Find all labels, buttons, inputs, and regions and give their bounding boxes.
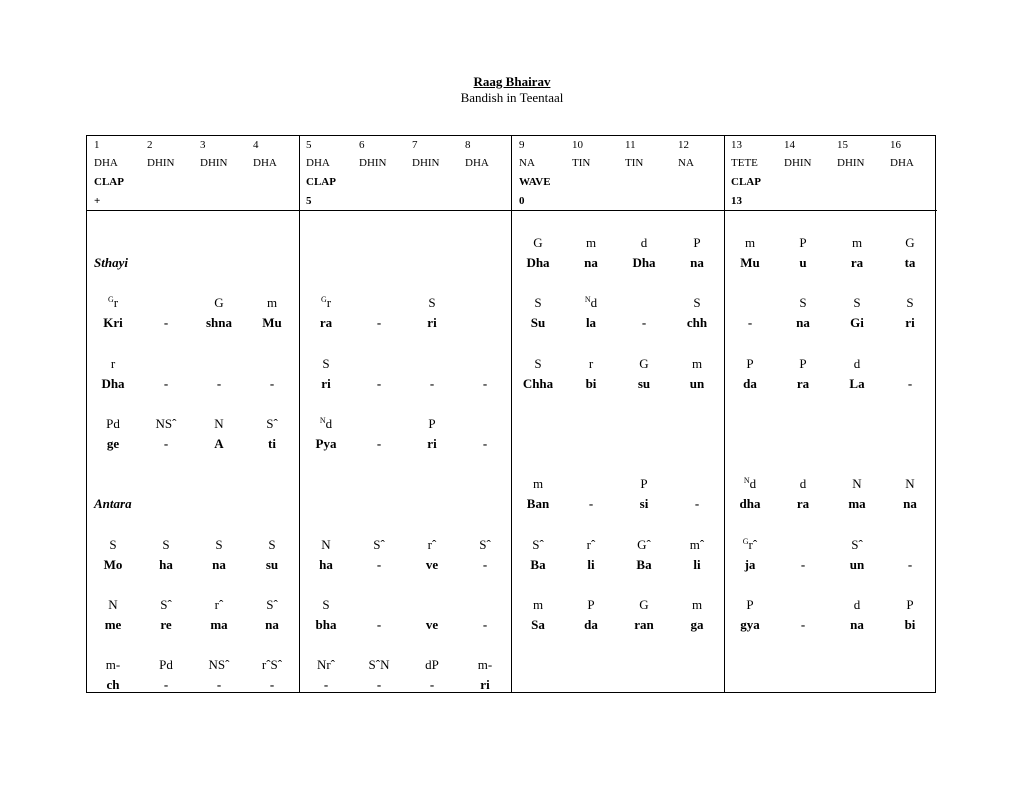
lyric-syllable: - — [641, 315, 647, 330]
lyric-syllable: li — [587, 557, 595, 572]
swara-cell — [299, 295, 353, 311]
swara-note: Sˆ — [532, 537, 544, 552]
swara-note: m — [585, 235, 597, 250]
swara-note: N — [905, 476, 915, 491]
lyric-syllable: Kri — [103, 315, 123, 330]
swara-cell — [139, 597, 193, 613]
swara-cell — [723, 537, 777, 553]
swara-note: NSˆ — [208, 657, 230, 672]
lyric-syllable: su — [637, 376, 651, 391]
swara-note: m — [851, 235, 863, 250]
swara-cell — [86, 597, 140, 613]
lyric-syllable: Dha — [632, 255, 656, 270]
lyric-syllable: na — [796, 315, 810, 330]
lyric-syllable: - — [588, 496, 594, 511]
swara-note: P — [428, 416, 436, 431]
lyric-syllable: - — [269, 677, 275, 692]
swara-note: Sˆ — [851, 537, 863, 552]
swara-cell — [511, 235, 565, 251]
swara-note: P — [693, 235, 701, 250]
swara-note: rˆSˆ — [261, 657, 283, 672]
lyric-syllable: ra — [796, 376, 810, 391]
lyric-syllable: - — [163, 677, 169, 692]
swara-cell — [405, 657, 459, 673]
lyric-syllable: ri — [480, 677, 490, 692]
tabla-bol: DHIN — [200, 157, 228, 169]
swara-note: S — [799, 295, 807, 310]
swara-grace-note: N — [584, 295, 591, 304]
lyric-syllable: Chha — [522, 376, 554, 391]
lyric-syllable: dha — [739, 496, 761, 511]
swara-cell — [564, 597, 618, 613]
lyric-syllable: Gi — [850, 315, 864, 330]
swara-note: m — [266, 295, 278, 310]
lyric-syllable: Ba — [636, 557, 652, 572]
swara-cell — [617, 235, 671, 251]
lyric-syllable: - — [694, 496, 700, 511]
tabla-bol: DHA — [94, 157, 118, 169]
swara-cell — [776, 295, 830, 311]
swara-note: m- — [477, 657, 493, 672]
lyric-syllable: bha — [315, 617, 337, 632]
swara-note: Sˆ — [160, 597, 172, 612]
swara-cell — [830, 356, 884, 372]
lyric-syllable: - — [323, 677, 329, 692]
lyric-syllable: ve — [425, 557, 439, 572]
swara-note: m — [532, 597, 544, 612]
swara-cell — [511, 597, 565, 613]
lyric-syllable: ga — [690, 617, 704, 632]
swara-note: d — [853, 597, 861, 612]
lyric-syllable: - — [376, 436, 382, 451]
swara-note: P — [640, 476, 648, 491]
swara-cell — [245, 657, 299, 673]
swara-cell — [511, 476, 565, 492]
swara-cell — [139, 657, 193, 673]
swara-note: P — [746, 356, 754, 371]
swara-note: m — [744, 235, 756, 250]
lyric-syllable: ra — [796, 496, 810, 511]
lyric-syllable: - — [376, 677, 382, 692]
swara-note: rˆ — [214, 597, 224, 612]
lyric-syllable: bi — [904, 617, 916, 632]
swara-cell — [192, 416, 246, 432]
tabla-bol: DHA — [890, 157, 914, 169]
lyric-syllable: ta — [904, 255, 916, 270]
swara-grace-note: N — [319, 416, 326, 425]
vibhag-marker: CLAP — [731, 176, 761, 188]
lyric-syllable: - — [747, 315, 753, 330]
lyric-syllable: - — [376, 557, 382, 572]
swara-cell — [511, 537, 565, 553]
swara-cell — [458, 537, 512, 553]
lyric-syllable: li — [693, 557, 701, 572]
swara-note: Sˆ — [479, 537, 491, 552]
swara-cell — [352, 537, 406, 553]
lyric-syllable: - — [482, 617, 488, 632]
swara-note: N — [321, 537, 331, 552]
swara-cell — [139, 537, 193, 553]
section-label-sthayi: Sthayi — [94, 255, 128, 270]
swara-grace-note: G — [320, 295, 327, 304]
lyric-syllable: bi — [585, 376, 597, 391]
swara-note: S — [693, 295, 701, 310]
swara-cell — [352, 657, 406, 673]
swara-cell — [405, 537, 459, 553]
swara-cell — [245, 597, 299, 613]
swara-cell — [299, 416, 353, 432]
beat-number: 15 — [837, 139, 848, 151]
tabla-bol: DHIN — [837, 157, 865, 169]
swara-cell — [299, 537, 353, 553]
lyric-syllable: shna — [205, 315, 233, 330]
swara-note: r — [110, 356, 116, 371]
lyric-syllable: - — [907, 557, 913, 572]
swara-note: d — [853, 356, 861, 371]
swara-note: m — [532, 476, 544, 491]
swara-note: N — [852, 476, 862, 491]
swara-note: S — [534, 295, 542, 310]
swara-note: G — [533, 235, 543, 250]
lyric-syllable: ma — [210, 617, 228, 632]
tabla-bol: NA — [519, 157, 535, 169]
swara-cell — [405, 416, 459, 432]
lyric-syllable: na — [584, 255, 598, 270]
swara-note: m- — [105, 657, 121, 672]
beat-number: 3 — [200, 139, 206, 151]
swara-cell — [86, 416, 140, 432]
vibhag-symbol: 0 — [519, 195, 525, 207]
swara-note: d — [749, 476, 757, 491]
lyric-syllable: u — [799, 255, 807, 270]
swara-cell — [723, 597, 777, 613]
swara-cell — [192, 657, 246, 673]
lyric-syllable: da — [743, 376, 757, 391]
swara-note: d — [640, 235, 648, 250]
vibhag-symbol: + — [94, 195, 101, 207]
lyric-syllable: Ban — [526, 496, 550, 511]
swara-cell — [670, 537, 724, 553]
lyric-syllable: - — [907, 376, 913, 391]
tabla-bol: TIN — [572, 157, 591, 169]
swara-cell — [245, 416, 299, 432]
lyric-syllable: ran — [634, 617, 654, 632]
lyric-syllable: un — [689, 376, 705, 391]
swara-note: SˆN — [368, 657, 390, 672]
swara-note: Nrˆ — [316, 657, 336, 672]
swara-note: N — [108, 597, 118, 612]
lyric-syllable: ha — [159, 557, 173, 572]
tabla-bol: TETE — [731, 157, 758, 169]
swara-cell — [299, 657, 353, 673]
swara-cell — [192, 597, 246, 613]
lyric-syllable: ri — [321, 376, 331, 391]
swara-note: m — [691, 597, 703, 612]
lyric-syllable: Mo — [103, 557, 123, 572]
lyric-syllable: chh — [686, 315, 708, 330]
lyric-syllable: - — [163, 436, 169, 451]
swara-note: NSˆ — [155, 416, 177, 431]
lyric-syllable: ra — [319, 315, 333, 330]
lyric-syllable: ri — [427, 315, 437, 330]
swara-note: rˆ — [427, 537, 437, 552]
lyric-syllable: si — [639, 496, 649, 511]
lyric-syllable: ma — [848, 496, 866, 511]
lyric-syllable: - — [429, 376, 435, 391]
lyric-syllable: me — [104, 617, 122, 632]
page-title: Raag Bhairav — [473, 74, 551, 89]
swara-cell — [299, 597, 353, 613]
swara-cell — [245, 537, 299, 553]
lyric-syllable: - — [429, 677, 435, 692]
lyric-syllable: - — [482, 436, 488, 451]
lyric-syllable: Mu — [740, 255, 760, 270]
swara-note: Sˆ — [266, 416, 278, 431]
swara-note: S — [322, 597, 330, 612]
tabla-bol: NA — [678, 157, 694, 169]
swara-cell — [830, 295, 884, 311]
lyric-syllable: ve — [425, 617, 439, 632]
lyric-syllable: Su — [530, 315, 546, 330]
tabla-bol: DHA — [465, 157, 489, 169]
vibhag-marker: WAVE — [519, 176, 551, 188]
tabla-bol: DHA — [253, 157, 277, 169]
lyric-syllable: Dha — [526, 255, 550, 270]
swara-cell — [883, 476, 937, 492]
swara-note: r — [588, 356, 594, 371]
lyric-syllable: A — [214, 436, 224, 451]
lyric-syllable: - — [376, 315, 382, 330]
lyric-syllable: - — [800, 557, 806, 572]
swara-note: Pd — [106, 416, 120, 431]
lyric-syllable: ra — [850, 255, 864, 270]
beat-number: 7 — [412, 139, 418, 151]
lyric-syllable: na — [265, 617, 279, 632]
vibhag-symbol: 13 — [731, 195, 742, 207]
vibhag-marker: CLAP — [94, 176, 124, 188]
swara-cell — [830, 476, 884, 492]
lyric-syllable: su — [265, 557, 279, 572]
swara-cell — [776, 235, 830, 251]
lyric-syllable: - — [800, 617, 806, 632]
lyric-syllable: - — [163, 315, 169, 330]
swara-cell — [564, 235, 618, 251]
lyric-syllable: ri — [905, 315, 915, 330]
beat-number: 10 — [572, 139, 583, 151]
lyric-syllable: - — [482, 376, 488, 391]
swara-note: Gˆ — [637, 537, 651, 552]
swara-cell — [86, 356, 140, 372]
swara-note: P — [799, 235, 807, 250]
lyric-syllable: na — [212, 557, 226, 572]
swara-note: S — [906, 295, 914, 310]
lyric-syllable: re — [160, 617, 172, 632]
swara-note: P — [799, 356, 807, 371]
beat-number: 11 — [625, 139, 636, 151]
swara-note: Pd — [159, 657, 173, 672]
tabla-bol: DHIN — [359, 157, 387, 169]
swara-note: G — [905, 235, 915, 250]
lyric-syllable: - — [269, 376, 275, 391]
swara-note: Sˆ — [266, 597, 278, 612]
swara-cell — [617, 597, 671, 613]
beat-number: 12 — [678, 139, 689, 151]
swara-note: G — [639, 356, 649, 371]
lyric-syllable: ha — [319, 557, 333, 572]
swara-note: G — [214, 295, 224, 310]
lyric-syllable: da — [584, 617, 598, 632]
lyric-syllable: Ba — [530, 557, 546, 572]
swara-cell — [405, 295, 459, 311]
lyric-syllable: Dha — [101, 376, 125, 391]
swara-note: rˆ — [748, 537, 758, 552]
swara-note: S — [215, 537, 223, 552]
swara-cell — [564, 295, 618, 311]
lyric-syllable: - — [376, 376, 382, 391]
beat-number: 5 — [306, 139, 312, 151]
swara-cell — [86, 295, 140, 311]
swara-cell — [564, 356, 618, 372]
swara-note: mˆ — [689, 537, 705, 552]
swara-cell — [830, 597, 884, 613]
swara-cell — [723, 476, 777, 492]
section-label-antara: Antara — [94, 496, 132, 511]
swara-cell — [458, 657, 512, 673]
lyric-syllable: la — [585, 315, 597, 330]
swara-cell — [883, 597, 937, 613]
lyric-syllable: un — [849, 557, 865, 572]
lyric-syllable: La — [849, 376, 865, 391]
swara-cell — [617, 537, 671, 553]
swara-cell — [511, 295, 565, 311]
lyric-syllable: Mu — [262, 315, 282, 330]
beat-number: 16 — [890, 139, 901, 151]
lyric-syllable: na — [903, 496, 917, 511]
lyric-syllable: ge — [106, 436, 120, 451]
swara-note: P — [746, 597, 754, 612]
lyric-syllable: - — [376, 617, 382, 632]
swara-note: S — [428, 295, 436, 310]
swara-cell — [723, 235, 777, 251]
beat-number: 14 — [784, 139, 795, 151]
swara-grace-note: N — [743, 476, 750, 485]
lyric-syllable: - — [482, 557, 488, 572]
beat-number: 9 — [519, 139, 525, 151]
tabla-bol: DHIN — [412, 157, 440, 169]
swara-note: rˆ — [586, 537, 596, 552]
swara-cell — [245, 295, 299, 311]
swara-cell — [830, 235, 884, 251]
tabla-bol: DHA — [306, 157, 330, 169]
swara-cell — [192, 537, 246, 553]
swara-note: S — [268, 537, 276, 552]
lyric-syllable: Sa — [531, 617, 545, 632]
swara-note: S — [853, 295, 861, 310]
swara-cell — [86, 657, 140, 673]
swara-cell — [670, 597, 724, 613]
swara-grace-note: G — [107, 295, 114, 304]
beat-number: 1 — [94, 139, 100, 151]
beat-number: 13 — [731, 139, 742, 151]
swara-note: Sˆ — [373, 537, 385, 552]
swara-note: S — [322, 356, 330, 371]
swara-note: d — [325, 416, 333, 431]
swara-cell — [670, 356, 724, 372]
lyric-syllable: ja — [744, 557, 756, 572]
swara-cell — [776, 356, 830, 372]
lyric-syllable: na — [850, 617, 864, 632]
swara-note: r — [113, 295, 119, 310]
swara-note: S — [109, 537, 117, 552]
beat-number: 6 — [359, 139, 365, 151]
swara-grace-note: G — [742, 537, 749, 546]
swara-note: G — [639, 597, 649, 612]
swara-note: S — [162, 537, 170, 552]
swara-note: d — [799, 476, 807, 491]
swara-note: m — [691, 356, 703, 371]
swara-note: dP — [425, 657, 439, 672]
swara-cell — [670, 235, 724, 251]
swara-note: N — [214, 416, 224, 431]
swara-note: P — [906, 597, 914, 612]
vibhag-symbol: 5 — [306, 195, 312, 207]
swara-cell — [139, 416, 193, 432]
swara-cell — [883, 235, 937, 251]
beat-number: 4 — [253, 139, 259, 151]
lyric-syllable: ch — [106, 677, 120, 692]
lyric-syllable: - — [163, 376, 169, 391]
swara-cell — [564, 537, 618, 553]
lyric-syllable: Pya — [315, 436, 337, 451]
lyric-syllable: - — [216, 376, 222, 391]
swara-note: d — [590, 295, 598, 310]
lyric-syllable: na — [690, 255, 704, 270]
swara-cell — [776, 476, 830, 492]
lyric-syllable: ri — [427, 436, 437, 451]
swara-cell — [511, 356, 565, 372]
swara-note: P — [587, 597, 595, 612]
beat-number: 8 — [465, 139, 471, 151]
tabla-bol: DHIN — [147, 157, 175, 169]
swara-cell — [883, 295, 937, 311]
swara-cell — [617, 356, 671, 372]
swara-cell — [192, 295, 246, 311]
tabla-bol: DHIN — [784, 157, 812, 169]
swara-cell — [670, 295, 724, 311]
vibhag-marker: CLAP — [306, 176, 336, 188]
swara-cell — [299, 356, 353, 372]
swara-cell — [830, 537, 884, 553]
swara-cell — [86, 537, 140, 553]
tabla-bol: TIN — [625, 157, 644, 169]
swara-note: r — [326, 295, 332, 310]
lyric-syllable: ti — [268, 436, 276, 451]
beat-number: 2 — [147, 139, 153, 151]
lyric-syllable: gya — [740, 617, 760, 632]
swara-note: S — [534, 356, 542, 371]
page-subtitle: Bandish in Teentaal — [460, 90, 564, 105]
swara-cell — [617, 476, 671, 492]
swara-cell — [723, 356, 777, 372]
lyric-syllable: - — [216, 677, 222, 692]
